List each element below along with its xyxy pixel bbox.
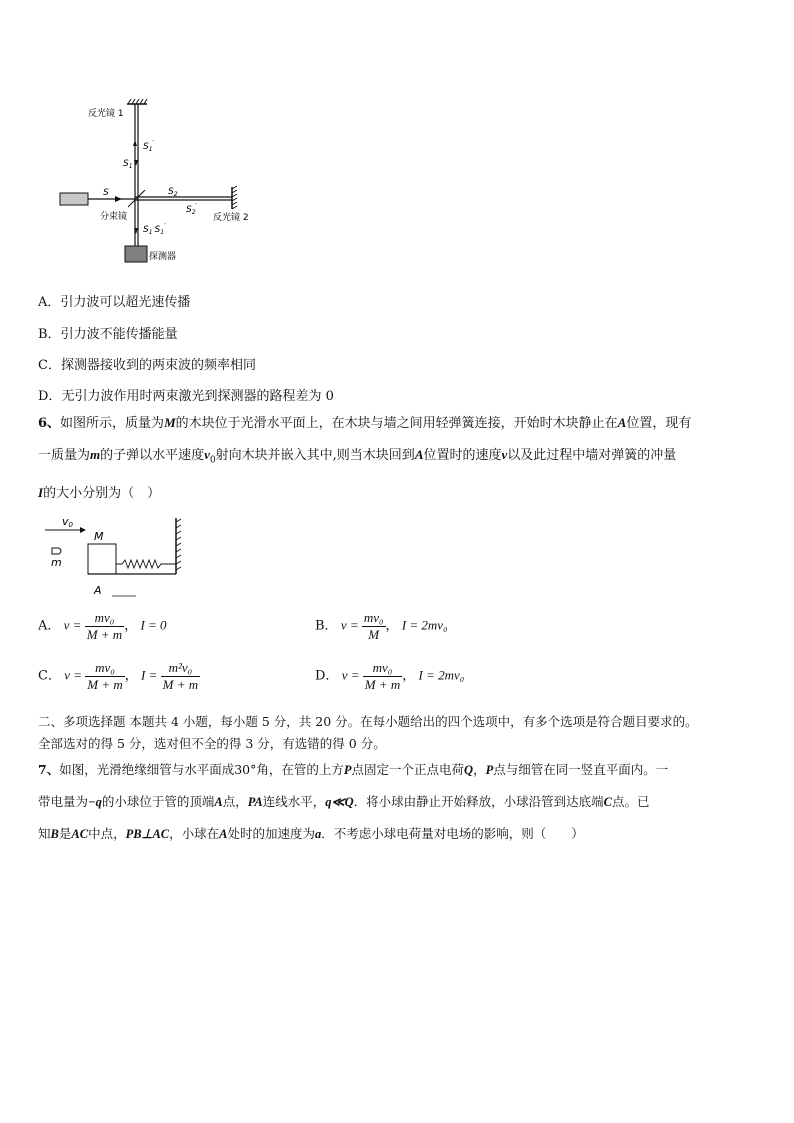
q5-option-b (38, 323, 178, 342)
block-spring-figure (42, 510, 187, 602)
option-text: 引力波可以超光速传播 (60, 295, 191, 310)
q6-line3: I的大小分别为（ ） (38, 484, 161, 501)
block (88, 544, 116, 574)
option-label: D． (38, 389, 62, 404)
label-s: S (103, 188, 109, 198)
q6-option-b: B． v = $\frac{\text{mv₀}}{M}$ ， I = 2mv₀ (315, 610, 448, 642)
fraction: $\frac{\text{mv₀}}{M + m}$ (364, 660, 401, 692)
label-s1prime: $S_1'$ (143, 139, 155, 153)
mirror1-label: 反光镜 1 (88, 109, 124, 119)
section2-line1: 二、多项选择题 本题共 4 小题，每小题 5 分，共 20 分。在每小题给出的四个选项中，有多个选项是符合题目要求的。 (38, 714, 698, 729)
label-s1: $S_1$ (123, 159, 133, 170)
q6-option-a: A． v = $\frac{\text{mv₀}}{M + m}$ ， I = 0 (38, 610, 167, 642)
option-label: C． (38, 358, 61, 373)
splitter-label: 分束镜 (100, 212, 128, 222)
label-s2prime: $S_2'$ (186, 202, 198, 216)
q6-stem (38, 407, 758, 509)
position-a-label: A (94, 584, 102, 597)
label-s2: $S_2$ (168, 187, 178, 198)
q5-option-d (38, 385, 334, 404)
spring (116, 560, 176, 568)
arrow-up (133, 140, 137, 146)
fraction: $\frac{\text{mv₀}}{M + m}$ (86, 610, 123, 642)
fraction: $\frac{\text{mv₀}}{M}$ (363, 610, 384, 642)
q7-line3: 知B是AC中点，PB⊥AC，小球在A处时的加速度为a．不考虑小球电荷量对电场的影响，则（ ） (38, 826, 584, 841)
bullet-mass-label: m (51, 556, 62, 569)
option-text: 引力波不能传播能量 (60, 327, 178, 342)
option-label: A． (38, 295, 61, 310)
fraction: $\frac{\text{m²v₀}}{M + m}$ (162, 660, 199, 692)
q5-option-c (38, 354, 256, 373)
q6-option-d: D． v = $\frac{\text{mv₀}}{M + m}$ ， I = 2mv₀ (315, 660, 465, 692)
q7-line2: 带电量为−q的小球位于管的顶端A点，PA连线水平，q≪Q．将小球由静止开始释放，小球沿管到达底端C点。已 (38, 794, 650, 809)
q7-line1: 7、如图，光滑绝缘细管与水平面成30°角，在管的上方P点固定一个正点电荷Q，P点与细管在同一竖直平面内。一 (38, 762, 669, 777)
section2-line2: 全部选对的得 5 分，选对但不全的得 3 分，有选错的得 0 分。 (38, 736, 386, 751)
q5-option-a (38, 291, 190, 310)
q7-stem (38, 754, 758, 850)
q6-line1: 6、如图所示，质量为M的木块位于光滑水平面上，在木块与墙之间用轻弹簧连接，开始时木块静止在A位置，现有 (38, 415, 692, 431)
option-label: B． (38, 327, 61, 342)
bullet (52, 548, 61, 554)
q6-option-c: C． v = $\frac{\text{mv₀}}{M + m}$ ， I = $\frac{\text{m²v₀}}{M + m}$ (38, 660, 199, 692)
q6-line2: 一质量为m的子弹以水平速度$v_0$射向木块并嵌入其中,则当木块回到A位置时的速度v以及此过程中墙对弹簧的冲量 (38, 447, 677, 466)
mirror2-label: 反光镜 2 (213, 213, 249, 223)
block-mass-label: M (94, 530, 104, 543)
velocity-arrowhead (80, 527, 86, 533)
arrow-right (115, 196, 122, 202)
detector (125, 246, 147, 262)
option-text: 无引力波作用时两束激光到探测器的路程差为 0 (61, 389, 334, 404)
laser-source (60, 193, 88, 205)
fraction: $\frac{\text{mv₀}}{M + m}$ (87, 660, 123, 692)
interferometer-figure (55, 96, 270, 271)
v0-label: v0 (62, 515, 73, 529)
option-text: 探测器接收到的两束波的频率相同 (60, 358, 256, 373)
detector-label: 探测器 (149, 252, 177, 262)
label-detector-beams: $S_1$ $S_1'$ (143, 222, 166, 236)
